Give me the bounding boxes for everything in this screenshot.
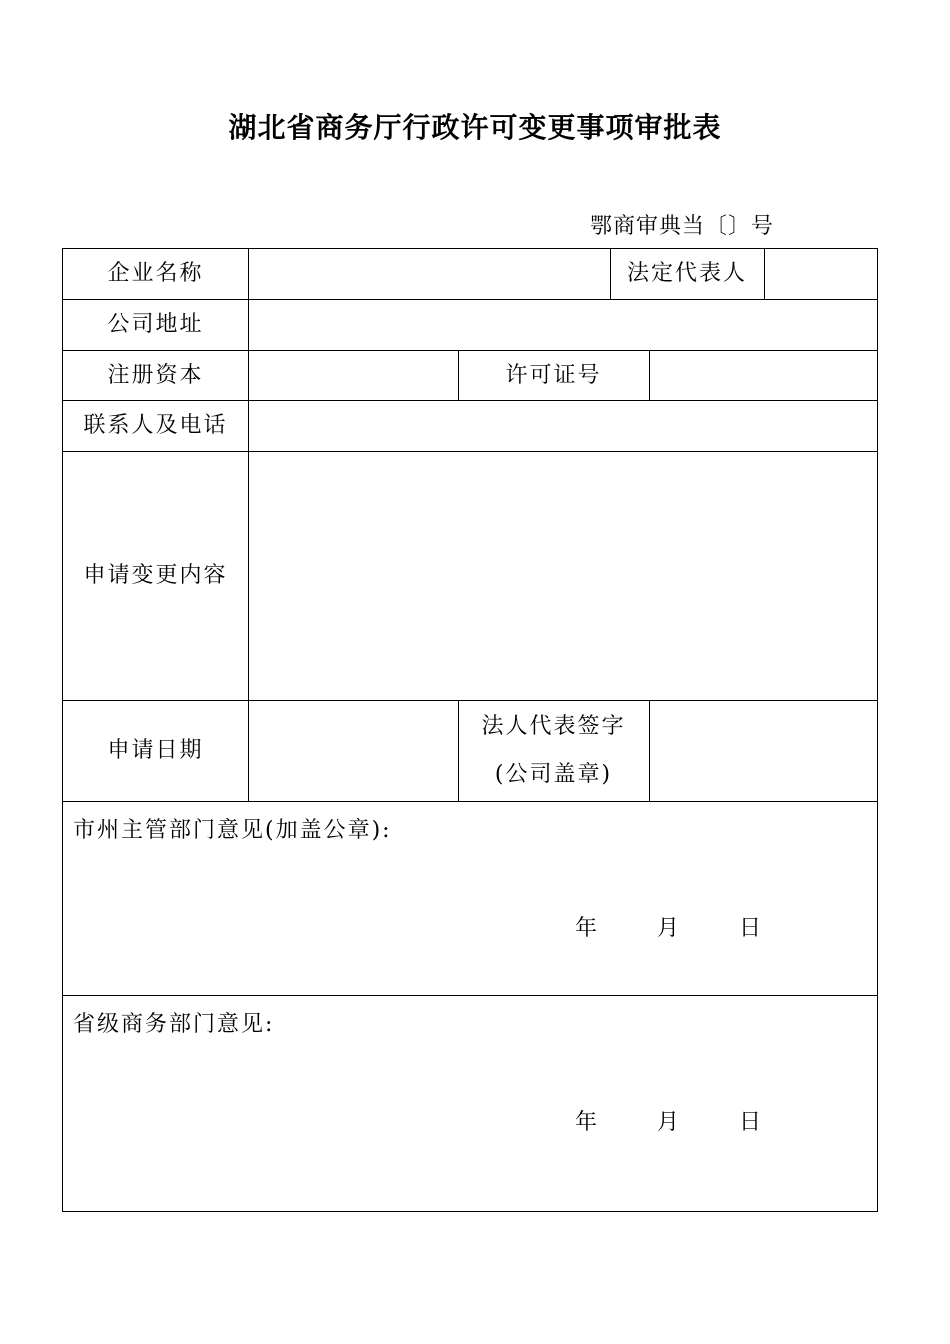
license-number-label: 许可证号 [505,362,602,388]
province-opinion-day: 日 [739,1110,762,1135]
contact-label: 联系人及电话 [83,413,228,438]
form-title: 湖北省商务厅行政许可变更事项审批表 [228,111,722,144]
license-number-field[interactable] [651,351,876,400]
city-opinion-month: 月 [657,916,680,941]
row-divider [63,995,877,996]
city-opinion-label: 市州主管部门意见(加盖公章): [73,818,392,843]
signature-label-line1: 法人代表签字 [481,714,626,739]
change-content-field[interactable] [250,452,876,700]
legal-rep-field[interactable] [766,249,876,299]
document-number: 鄂商审典当〔〕号 [590,214,775,239]
signature-field[interactable] [651,701,876,801]
company-name-field[interactable] [250,249,610,299]
column-divider [649,700,650,801]
registered-capital-label: 注册资本 [107,362,204,388]
column-divider [649,350,650,400]
change-content-label: 申请变更内容 [83,563,228,588]
approval-form-table [62,248,878,1212]
address-field[interactable] [250,300,876,350]
column-divider [764,249,765,299]
city-opinion-day: 日 [739,916,762,941]
signature-label [458,701,649,801]
signature-label-line2: (公司盖章) [494,762,613,787]
province-opinion-year: 年 [575,1110,598,1135]
apply-date-label: 申请日期 [107,738,204,763]
apply-date-field[interactable] [250,701,458,801]
company-name-label: 企业名称 [107,261,204,286]
row-divider [63,801,877,802]
province-opinion-month: 月 [657,1110,680,1135]
contact-field[interactable] [250,401,876,451]
registered-capital-field[interactable] [250,351,458,400]
column-divider [248,249,249,801]
city-opinion-year: 年 [575,916,598,941]
province-opinion-label: 省级商务部门意见: [73,1012,275,1037]
legal-rep-label: 法定代表人 [626,261,747,286]
address-label: 公司地址 [107,312,204,337]
